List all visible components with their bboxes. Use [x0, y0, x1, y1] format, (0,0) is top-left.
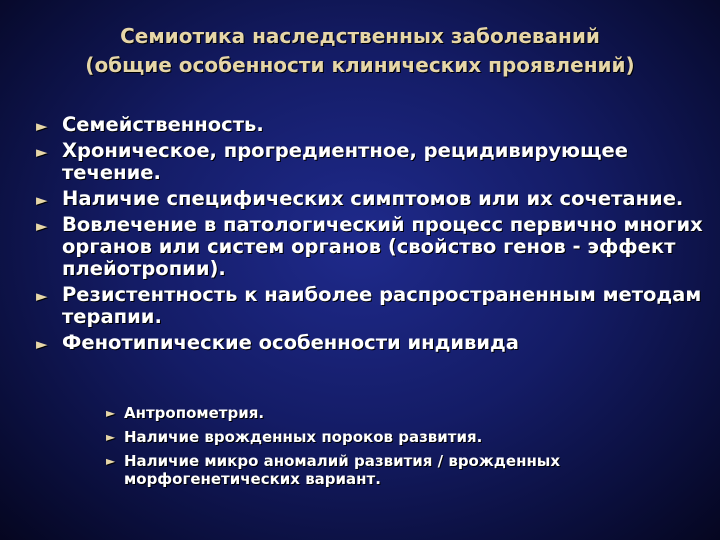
- sub-bullet-arrow-icon: ►: [106, 454, 116, 468]
- sub-bullet-item: [104, 428, 704, 446]
- sub-bullet-text: Наличие врожденных пороков развития.: [124, 428, 483, 446]
- title-line-1: Семиотика наследственных заболеваний: [120, 24, 600, 48]
- bullet-item: [34, 284, 714, 328]
- bullet-text: Семейственность.: [62, 113, 264, 136]
- sub-bullet-item: [104, 404, 704, 422]
- sub-bullet-arrow-icon: ►: [106, 406, 116, 420]
- sub-bullet-list: [104, 404, 704, 488]
- sub-bullet-text: Антропометрия.: [124, 404, 265, 422]
- bullet-item: [34, 332, 714, 354]
- bullet-text: Хроническое, прогредиентное, рецидивирующее течение.: [62, 139, 629, 184]
- bullet-text: Резистентность к наиболее распространенным методам терапии.: [62, 283, 702, 328]
- sub-bullet-text: Наличие микро аномалий развития / врожденных морфогенетических вариант.: [124, 452, 561, 488]
- bullet-text: Вовлечение в патологический процесс первично многих органов или систем органов (свойство генов - эффект плейотропии).: [62, 213, 703, 280]
- bullet-item: [34, 188, 714, 210]
- bullet-arrow-icon: ►: [36, 287, 48, 305]
- title-line-2: (общие особенности клинических проявлений): [85, 53, 635, 77]
- bullet-arrow-icon: ►: [36, 191, 48, 209]
- bullet-list: [34, 114, 714, 358]
- bullet-arrow-icon: ►: [36, 143, 48, 161]
- bullet-text: Наличие специфических симптомов или их сочетание.: [62, 187, 684, 210]
- bullet-item: [34, 140, 714, 184]
- bullet-arrow-icon: ►: [36, 117, 48, 135]
- bullet-item: [34, 114, 714, 136]
- bullet-text: Фенотипические особенности индивида: [62, 331, 519, 354]
- slide-title: [0, 22, 720, 80]
- sub-bullet-item: [104, 452, 704, 488]
- sub-bullet-arrow-icon: ►: [106, 430, 116, 444]
- bullet-arrow-icon: ►: [36, 217, 48, 235]
- bullet-item: [34, 214, 714, 280]
- bullet-arrow-icon: ►: [36, 335, 48, 353]
